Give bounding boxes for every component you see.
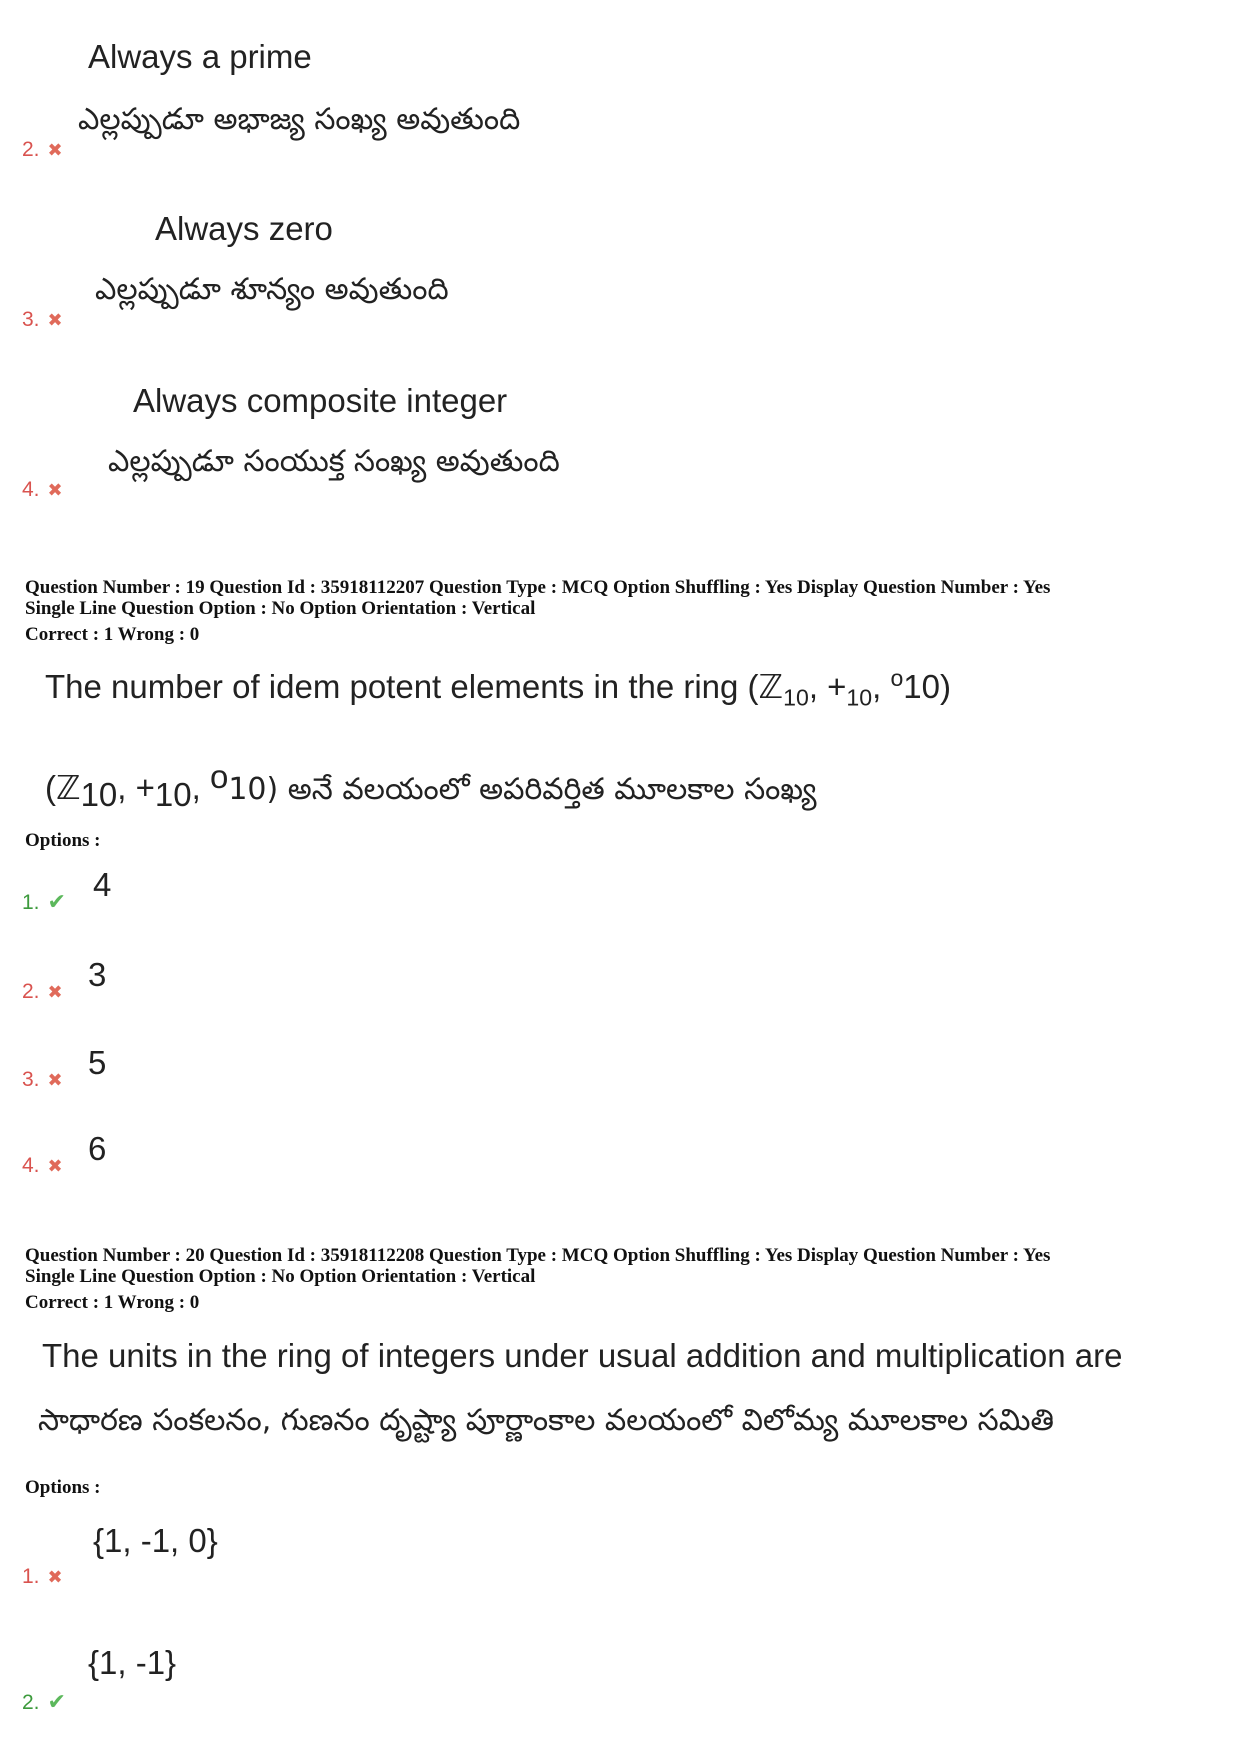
ring-circle: o	[890, 665, 904, 691]
ring-plus-te: , +	[117, 769, 155, 806]
q19-text-prefix: The number of idem potent elements in the ring (	[45, 668, 759, 705]
wrong-icon: ✖	[47, 310, 63, 331]
prev-option-4-en: Always composite integer	[133, 382, 508, 419]
ring-comma: ,	[872, 668, 891, 705]
prev-option-3-en: Always zero	[155, 210, 333, 247]
q20-options-label: Options :	[25, 1477, 101, 1498]
prev-option-2-en: Always a prime	[88, 38, 312, 75]
q20-question-en: The units in the ring of integers under usual addition and multiplication are	[42, 1337, 1123, 1374]
q20-meta-line2: Single Line Question Option : No Option Orientation : Vertical	[25, 1266, 536, 1287]
q19-option-1-marker	[22, 890, 66, 915]
prev-option-3-marker	[22, 308, 63, 332]
q19-option-4-value: 6	[88, 1130, 107, 1167]
q19-meta-line1: Question Number : 19 Question Id : 35918112207 Question Type : MCQ Option Shuffling : Yes Display Question Number : Yes	[25, 577, 1051, 598]
q19-correct-wrong: Correct : 1 Wrong : 0	[25, 624, 200, 645]
option-number: 2.	[22, 1691, 40, 1714]
ring-z-subscript-te: 10	[80, 776, 118, 813]
q20-option-2-marker	[22, 1690, 66, 1715]
ring-z-symbol: ℤ	[758, 670, 784, 706]
ring-comma-te: ,	[191, 769, 210, 806]
check-icon: ✔	[47, 890, 66, 915]
prev-option-4-marker	[22, 478, 63, 502]
q19-question-en	[45, 665, 951, 712]
wrong-icon: ✖	[47, 1567, 63, 1588]
q20-meta-line1: Question Number : 20 Question Id : 35918112208 Question Type : MCQ Option Shuffling : Yes Display Question Number : Yes	[25, 1245, 1051, 1266]
ring-z-subscript: 10	[783, 684, 809, 711]
ring-plus: , +	[808, 668, 847, 705]
prev-option-4-te: ఎల్లప్పుడూ సంయుక్త సంఖ్య అవుతుంది	[108, 444, 560, 479]
ring-plus-subscript: 10	[846, 684, 873, 711]
option-number: 3.	[22, 308, 40, 331]
option-number: 4.	[22, 478, 40, 501]
q19-option-2-marker	[22, 980, 63, 1004]
ring-circle-te: o	[209, 758, 229, 795]
option-number: 1.	[22, 1565, 40, 1588]
q19-option-1-value: 4	[93, 866, 112, 903]
q19-options-label: Options :	[25, 830, 101, 851]
q19-option-2-value: 3	[88, 956, 107, 993]
te-open-paren: (	[45, 769, 56, 806]
q19-question-te	[45, 758, 816, 814]
option-number: 2.	[22, 980, 40, 1003]
option-number: 4.	[22, 1154, 40, 1177]
prev-option-2-te: ఎల్లప్పుడూ అభాజ్య సంఖ్య అవుతుంది	[78, 102, 521, 137]
prev-option-3-te: ఎల్లప్పుడూ శూన్యం అవుతుంది	[95, 272, 449, 307]
q19-option-3-marker	[22, 1068, 63, 1092]
option-number: 1.	[22, 891, 40, 914]
wrong-icon: ✖	[47, 982, 63, 1003]
q19-meta-line2: Single Line Question Option : No Option Orientation : Vertical	[25, 598, 536, 619]
q20-correct-wrong: Correct : 1 Wrong : 0	[25, 1292, 200, 1313]
option-number: 3.	[22, 1068, 40, 1091]
ring-z-symbol-te: ℤ	[56, 771, 81, 807]
wrong-icon: ✖	[47, 480, 63, 501]
ring-end: 10)	[903, 668, 951, 705]
q20-option-1-value: {1, -1, 0}	[93, 1522, 218, 1559]
wrong-icon: ✖	[47, 1156, 63, 1177]
q19-option-3-value: 5	[88, 1044, 107, 1081]
q20-question-te: సాధారణ సంకలనం, గుణనం దృష్ట్యా పూర్ణాంకాల వలయంలో విలోమ్య మూలకాల సమితి	[38, 1403, 1054, 1438]
ring-plus-subscript-te: 10	[154, 776, 192, 813]
prev-option-2-marker	[22, 138, 63, 162]
q19-option-4-marker	[22, 1154, 63, 1178]
q20-option-2-value: {1, -1}	[88, 1644, 177, 1681]
wrong-icon: ✖	[47, 1070, 63, 1091]
check-icon: ✔	[47, 1690, 66, 1715]
te-suffix: 10) అనే వలయంలో అపరివర్తిత మూలకాల సంఖ్య	[228, 772, 817, 807]
wrong-icon: ✖	[47, 140, 63, 161]
q20-option-1-marker	[22, 1565, 63, 1589]
option-number: 2.	[22, 138, 40, 161]
